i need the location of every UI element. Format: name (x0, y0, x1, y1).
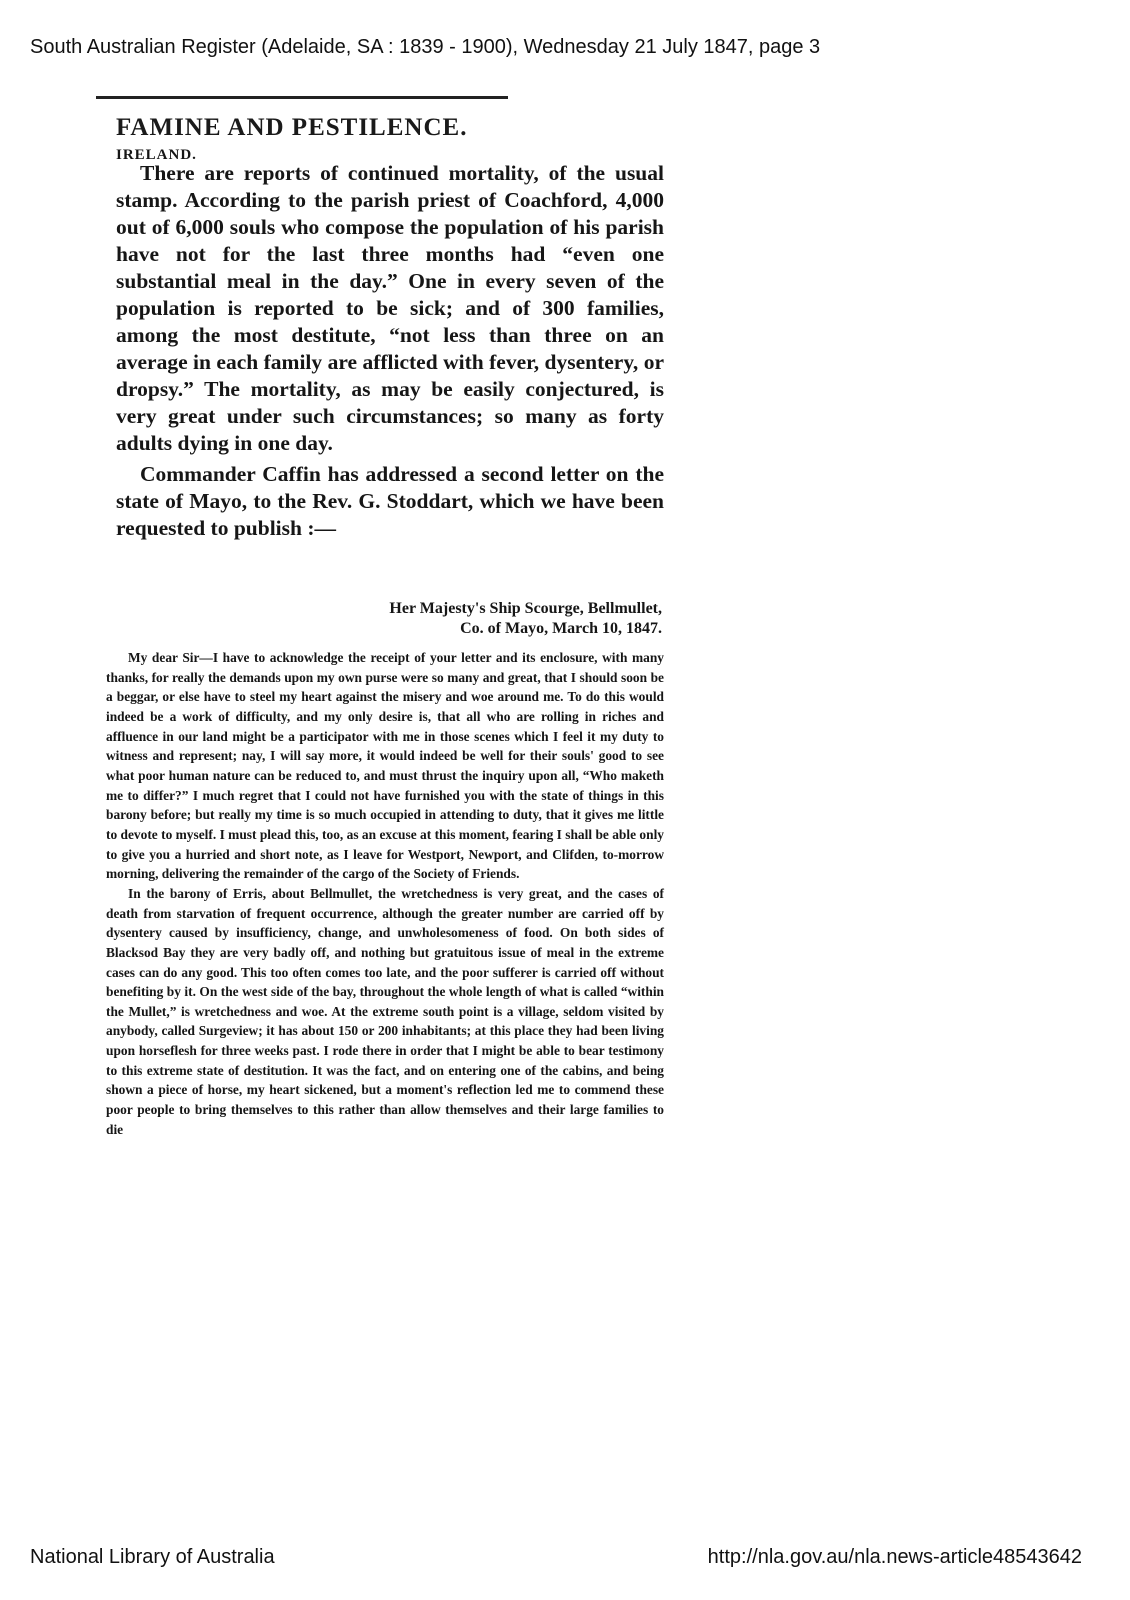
letter-paragraph: In the barony of Erris, about Bellmullet, the wretchedness is very great, and the cases of death from starvation of frequent occurrence, although the greater number are carried off by dysentery caused by insufficiency, change, and unwholesomeness of food. On both sides of Blacksod Bay they are very badly off, and nothing but gratuitous issue of meal in the extreme cases can do any good. This too often comes too late, and the poor sufferer is carried off without benefiting by it. On the west side of the bay, throughout the whole length of what is called “within the Mullet,” is wretchedness and woe. At the extreme south point is a village, seldom visited by anybody, called Surgeview; it has about 150 or 200 inhabitants; at this place they had been living upon horseflesh for three weeks past. I rode there in order that I might be able to bear testimony to this extreme state of destitution. It was the fact, and on entering one of the cabins, and being shown a piece of horse, my heart sickened, but a moment's reflection led me to commend these poor people to bring themselves to this rather than allow themselves and their large families to die (106, 885, 664, 1137)
dateline-place-date: Co. of Mayo, March 10, 1847. (460, 620, 662, 637)
letter-dateline (262, 599, 662, 639)
article-lead-text (116, 160, 664, 542)
dateline-ship: Her Majesty's Ship Scourge, Bellmullet, (389, 600, 662, 617)
footer-library-name: National Library of Australia (30, 1546, 275, 1568)
article-subhead: IRELAND. (116, 147, 197, 163)
letter-body (106, 648, 664, 1139)
letter-paragraph: My dear Sir—I have to acknowledge the receipt of your letter and its enclosure, with many thanks, for really the demands upon my own purse were so many and great, that I should soon be a beggar, or else have to steel my heart against the misery and woe around me. To do this would indeed be a work of difficulty, and my only desire is, that all who are rolling in riches and affluence in our land might be a participator with me in those scenes which I feel it my duty to witness and represent; nay, I will say more, it would indeed be well for their souls' good to see what poor human nature can be reduced to, and must thrust the inquiry upon all, “Who maketh me to differ?” I much regret that I could not have furnished you with the state of things in this barony before; but really my time is so much occupied in attending to duty, that it gives me little to devote to myself. I must plead this, too, as an excuse at this moment, fearing I shall be able only to give you a hurried and short note, as I leave for Westport, Newport, and Clifden, to-morrow morning, delivering the remainder of the cargo of the Society of Friends. (106, 650, 664, 882)
page-citation-header: South Australian Register (Adelaide, SA : 1839 - 1900), Wednesday 21 July 1847, page 3 (30, 36, 821, 58)
article-headline: FAMINE AND PESTILENCE. (116, 114, 468, 141)
newspaper-clipping (92, 92, 672, 1382)
column-top-rule (96, 96, 508, 99)
footer-article-url: http://nla.gov.au/nla.news-article48543642 (707, 1546, 1082, 1568)
article-paragraph: There are reports of continued mortality, of the usual stamp. According to the parish priest of Coachford, 4,000 out of 6,000 souls who compose the population of his parish have not for the last three months had “even one substantial meal in the day.” One in every seven of the population is reported to be sick; and of 300 families, among the most destitute, “not less than three on an average in each family are afflicted with fever, dysentery, or dropsy.” The mortality, as may be easily conjectured, is very great under such circumstances; so many as forty adults dying in one day. (116, 161, 664, 455)
article-paragraph: Commander Caffin has addressed a second letter on the state of Mayo, to the Rev. G. Stoddart, which we have been requested to publish :— (116, 462, 664, 540)
